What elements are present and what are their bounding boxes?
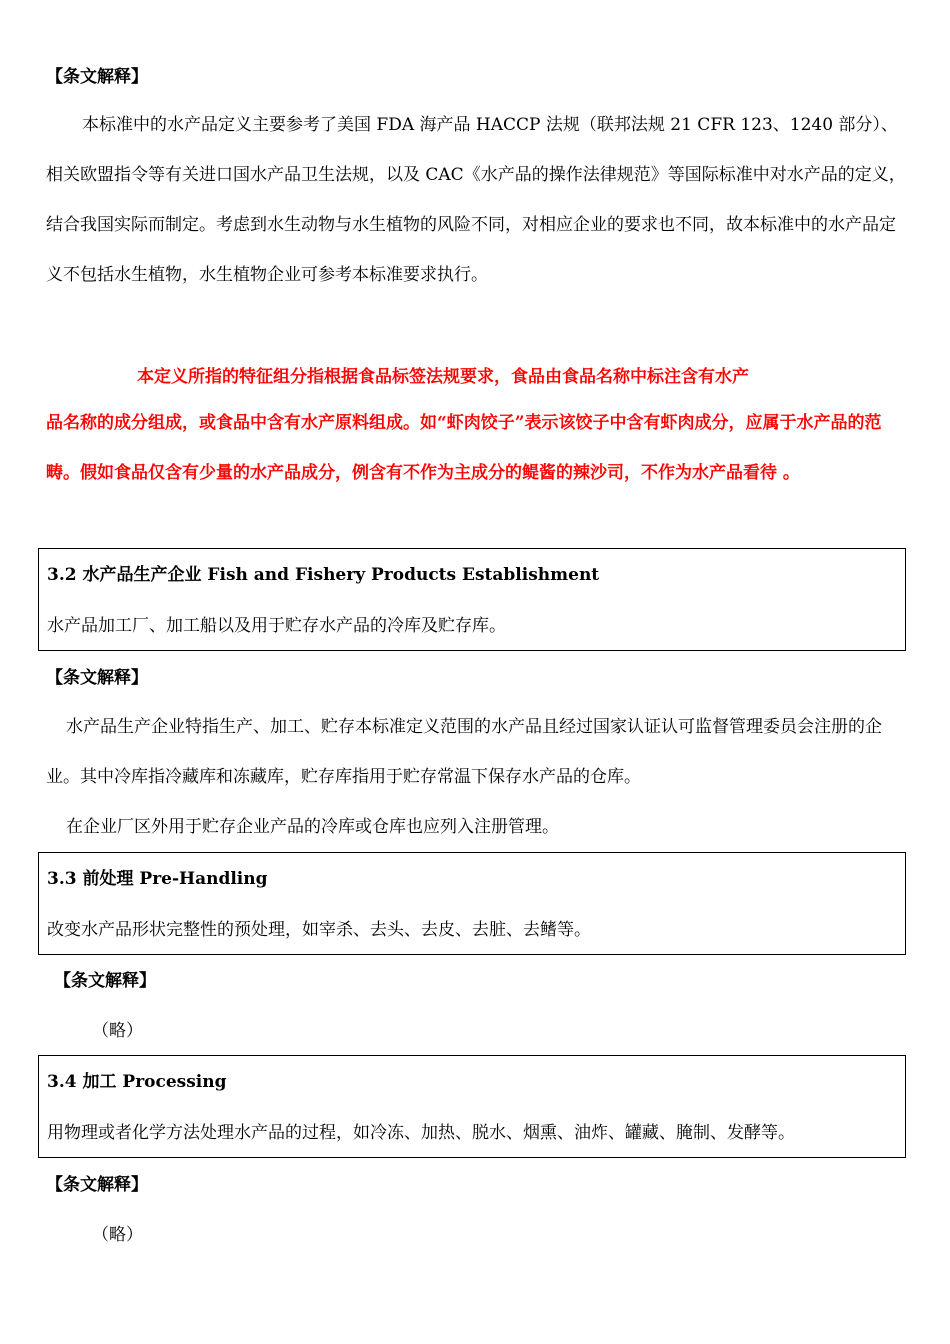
section-title-3-2: 3.2 水产品生产企业 Fish and Fishery Products Establishment [47, 565, 600, 585]
intro-paragraph: 本标准中的水产品定义主要参考了美国 FDA 海产品 HACCP 法规（联邦法规 21 CFR 123、1240 部分）、相关欧盟指令等有关进口国水产品卫生法规，以及 CAC《水产品的操作法律规范》等国际标准中对水产品的定义，结合我国实际而制定。考虑到水生动物与水生植物的风险不同，对相应企业的要求也不同，故本标准中的水产品定义不包括水生植物，水生植物企业可参考本标准要求执行。 [46, 115, 906, 285]
explanation-heading-3-2: 【条文解释】 [46, 668, 148, 688]
section-title-3-3: 3.3 前处理 Pre-Handling [47, 869, 268, 889]
explanation-heading-intro: 【条文解释】 [46, 67, 148, 87]
definition-box-3-2 [38, 548, 906, 651]
explanation-heading-3-3: 【条文解释】 [54, 971, 156, 991]
explanation-3-2-p1: 水产品生产企业特指生产、加工、贮存本标准定义范围的水产品且经过国家认证认可监督管理委员会注册的企业。其中冷库指冷藏库和冻藏库，贮存库指用于贮存常温下保存水产品的仓库。 [46, 717, 882, 787]
intro-red-line-1: 本定义所指的特征组分指根据食品标签法规要求，食品由食品名称中标注含有水产 [137, 367, 749, 387]
intro-red-paragraph: 品名称的成分组成，或食品中含有水产原料组成。如“虾肉饺子”表示该饺子中含有虾肉成分，应属于水产品的范畴。假如食品仅含有少量的水产品成分，例含有不作为主成分的鳀酱的辣沙司，不作为水产品看待 。 [46, 413, 882, 483]
section-title-3-4: 3.4 加工 Processing [47, 1072, 227, 1092]
definition-box-3-3 [38, 852, 906, 955]
explanation-3-4-brief: （略） [92, 1225, 143, 1245]
definition-box-3-4 [38, 1055, 906, 1158]
explanation-3-2-p2: 在企业厂区外用于贮存企业产品的冷库或仓库也应列入注册管理。 [66, 817, 559, 837]
section-definition-3-3: 改变水产品形状完整性的预处理，如宰杀、去头、去皮、去脏、去鳍等。 [47, 920, 591, 940]
section-definition-3-2: 水产品加工厂、加工船以及用于贮存水产品的冷库及贮存库。 [47, 616, 506, 636]
section-definition-3-4: 用物理或者化学方法处理水产品的过程，如冷冻、加热、脱水、烟熏、油炸、罐藏、腌制、发酵等。 [47, 1123, 795, 1143]
explanation-3-3-brief: （略） [92, 1021, 143, 1041]
explanation-heading-3-4: 【条文解释】 [46, 1175, 148, 1195]
